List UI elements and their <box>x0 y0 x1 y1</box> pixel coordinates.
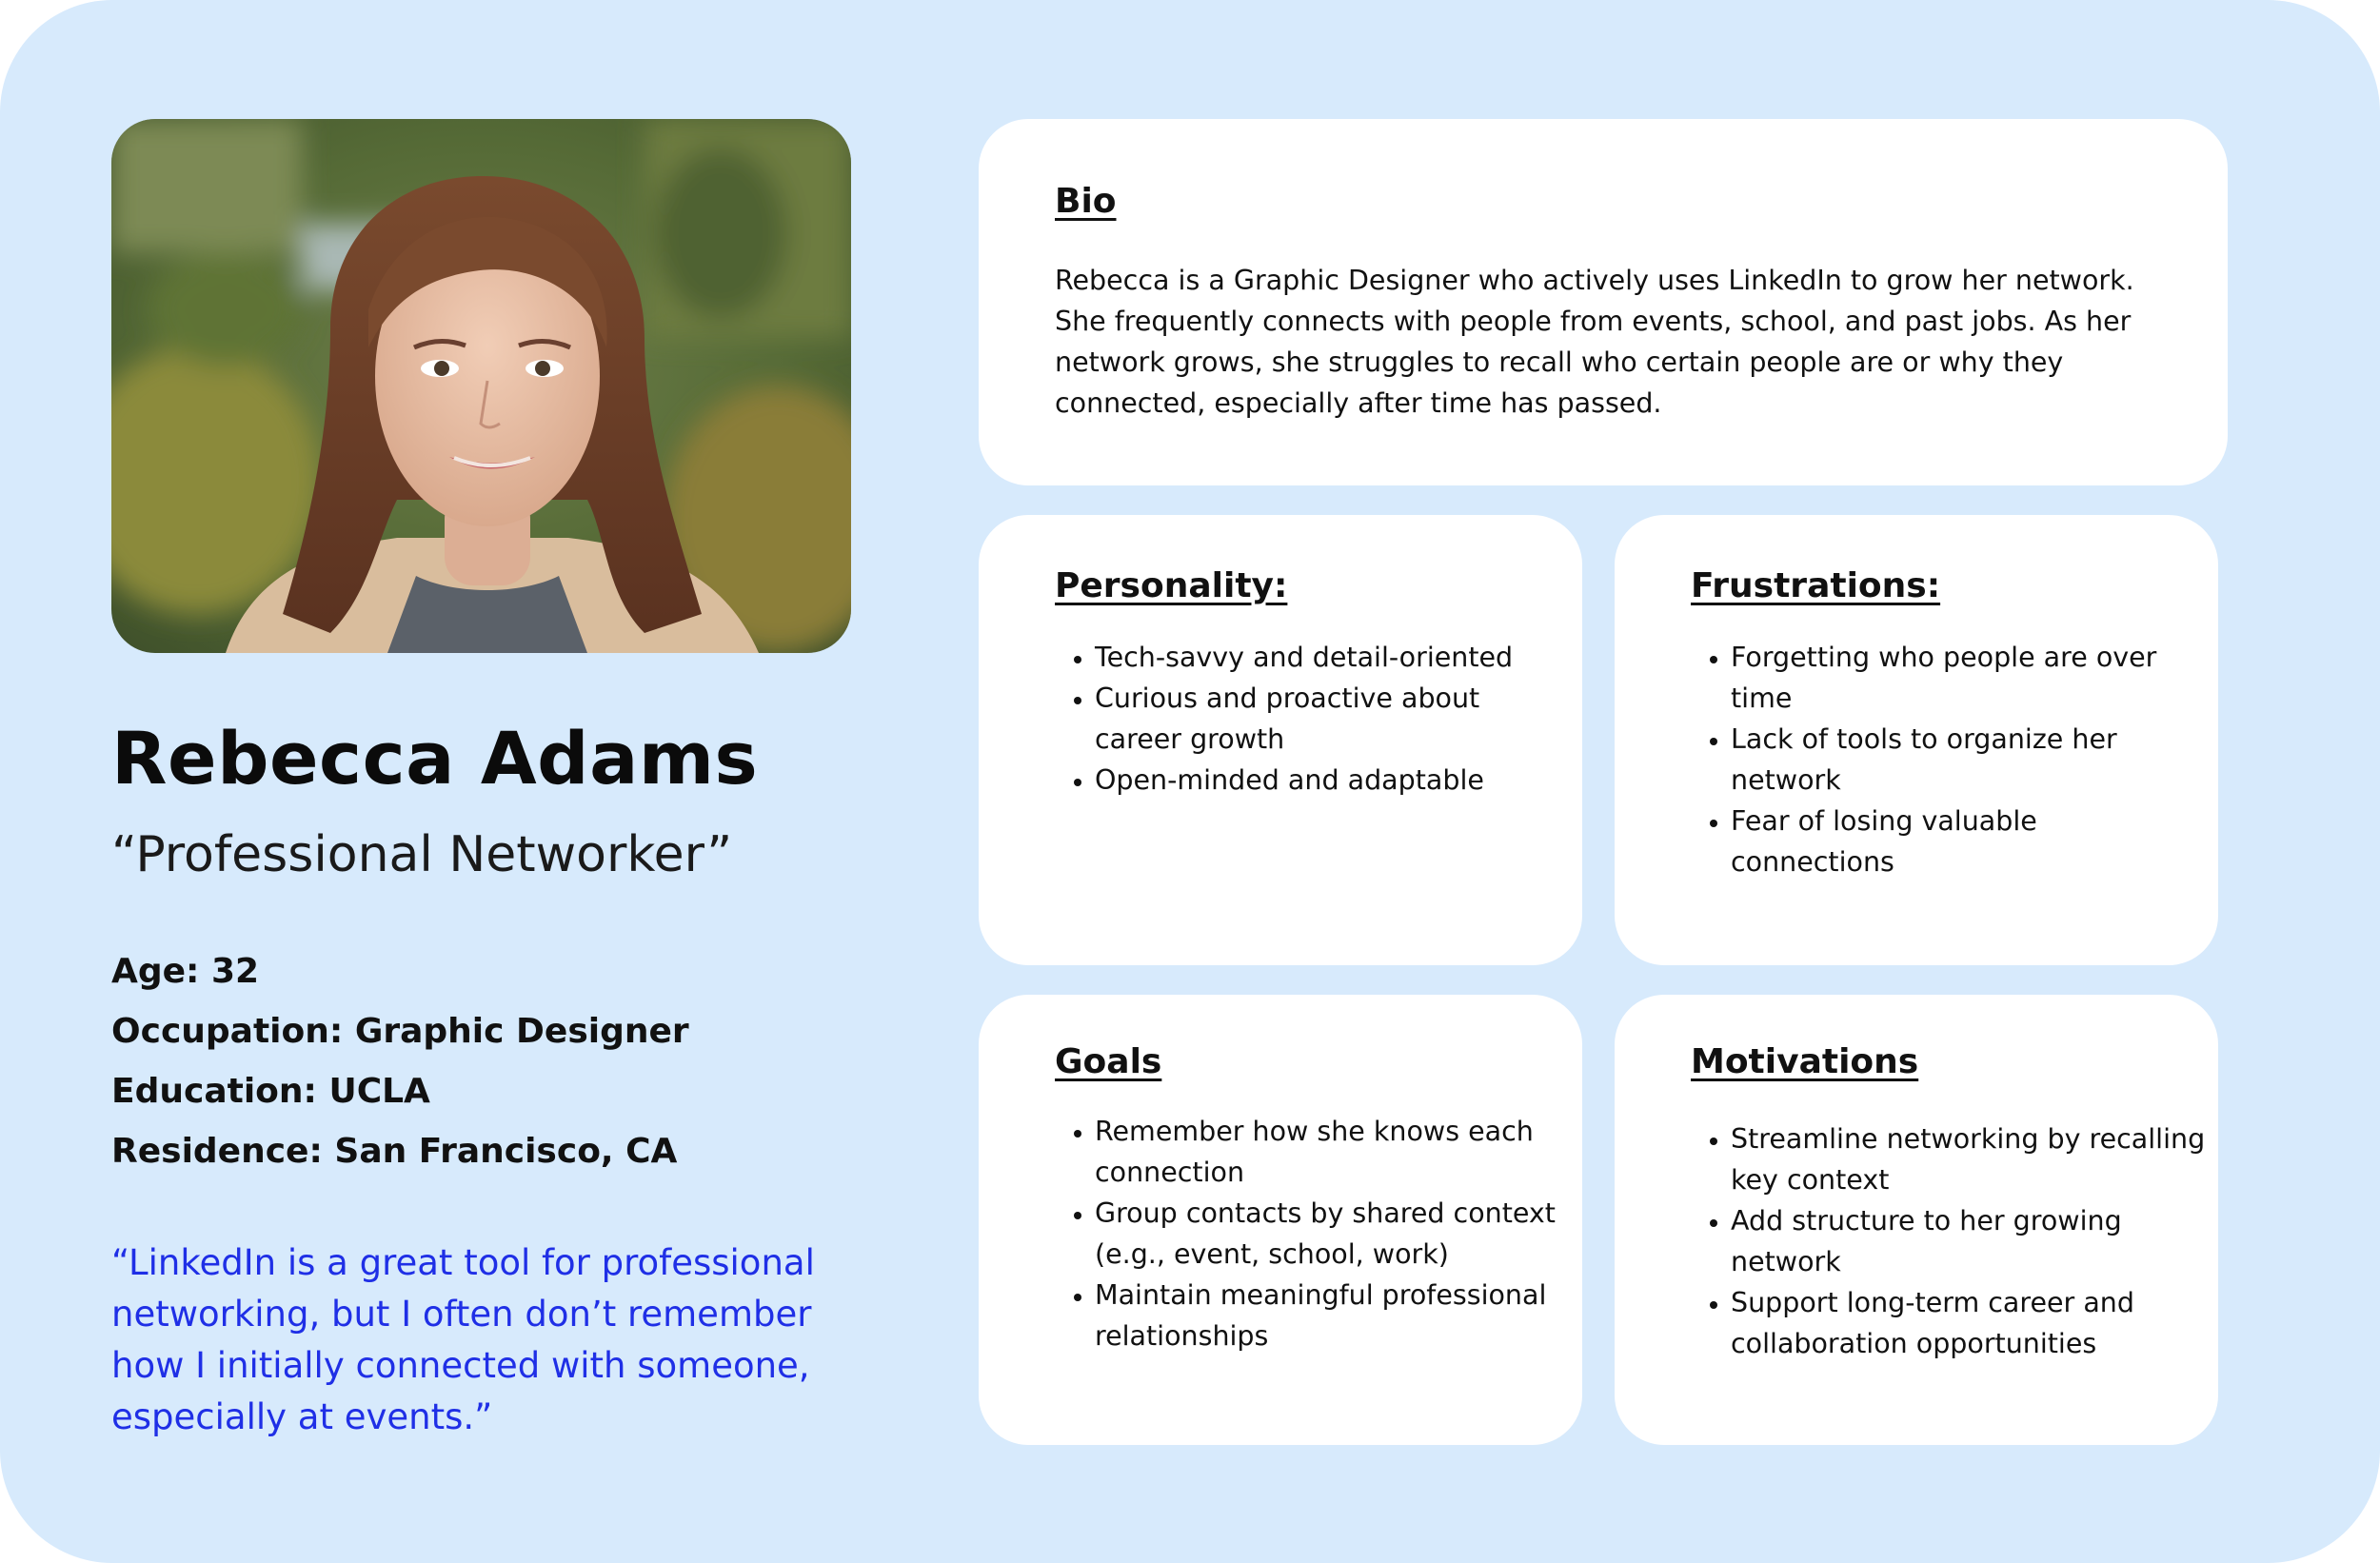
list-item: • Support long-term career and collaboration opportunities <box>1731 1282 2207 1364</box>
goals-title: Goals <box>1055 1042 1162 1081</box>
personality-title: Personality: <box>1055 566 1288 605</box>
list-item: • Add structure to her growing network <box>1731 1200 2207 1282</box>
motivations-card <box>1615 995 2218 1445</box>
list-item: • Open-minded and adaptable <box>1095 760 1571 801</box>
list-item: • Lack of tools to organize her network <box>1731 719 2207 801</box>
personality-card <box>979 515 1582 965</box>
list-item: • Forgetting who people are over time <box>1731 637 2207 719</box>
persona-name: Rebecca Adams <box>111 716 759 801</box>
motivations-list <box>1691 1118 2207 1364</box>
list-item: • Remember how she knows each connection <box>1095 1111 1571 1193</box>
goals-list <box>1055 1111 1571 1356</box>
frustrations-card <box>1615 515 2218 965</box>
persona-facts <box>111 952 689 1192</box>
bio-card <box>979 119 2228 485</box>
frustrations-title: Frustrations: <box>1691 566 1941 605</box>
fact-occupation: Occupation: Graphic Designer <box>111 1012 689 1051</box>
goals-card <box>979 995 1582 1445</box>
list-item: • Maintain meaningful professional relationships <box>1095 1275 1571 1356</box>
bio-title: Bio <box>1055 182 1117 221</box>
personality-list <box>1055 637 1571 801</box>
motivations-title: Motivations <box>1691 1042 1919 1081</box>
fact-age: Age: 32 <box>111 952 260 991</box>
list-item: • Streamline networking by recalling key context <box>1731 1118 2207 1200</box>
persona-quote: “LinkedIn is a great tool for professional networking, but I often don’t remember how I initially connected with someone, especially at events.” <box>111 1242 815 1437</box>
fact-residence: Residence: San Francisco, CA <box>111 1132 678 1171</box>
profile-photo <box>111 119 851 653</box>
list-item: • Tech-savvy and detail-oriented <box>1095 637 1571 678</box>
list-item: • Fear of losing valuable connections <box>1731 801 2207 882</box>
persona-tagline: “Professional Networker” <box>111 826 733 883</box>
list-item: • Curious and proactive about career growth <box>1095 678 1571 760</box>
list-item: • Group contacts by shared context (e.g., event, school, work) <box>1095 1193 1571 1275</box>
bio-text: Rebecca is a Graphic Designer who actively uses LinkedIn to grow her network. She frequently connects with people from events, school, and past jobs. As her network grows, she struggles to recall who certain people are or why they connected, especially after time has passed. <box>1055 265 2134 419</box>
frustrations-list <box>1691 637 2207 882</box>
fact-education: Education: UCLA <box>111 1072 430 1111</box>
